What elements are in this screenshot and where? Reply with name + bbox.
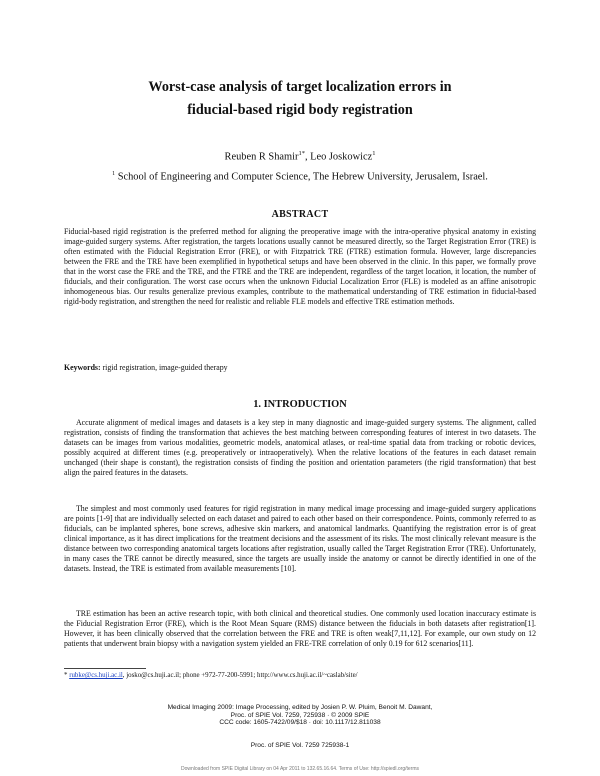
author-name: Reuben R Shamir	[224, 151, 299, 163]
paper-title-line-2: fiducial-based rigid body registration	[187, 102, 413, 118]
keywords-label: Keywords:	[64, 363, 101, 372]
affiliation-text: School of Engineering and Computer Science, The Hebrew University, Jerusalem, Israel.	[117, 171, 488, 183]
author-affiliation-mark: 1	[372, 150, 376, 157]
author-affiliation-mark: 1*	[298, 150, 305, 157]
footnote-mark: *	[64, 672, 68, 679]
keywords-line	[64, 363, 228, 372]
footnote	[64, 672, 536, 679]
abstract-heading: ABSTRACT	[271, 209, 329, 220]
paper-title-line-1: Worst-case analysis of target localization errors in	[148, 79, 452, 95]
intro-paragraph: Accurate alignment of medical images and datasets is a key step in many diagnostic and image-guided surgery systems. The alignment, called registration, consists of finding the transformation that achieves the best matching between corresponding features of interest in two datasets. The datasets can be images from various modalities, geometric models, anatomical atlases, or real-time spatial data from tracking or robotic devices, possibly acquired at different times (e.g. preoperatively or intraoperatively). When the relative locations of the features in each dataset remain unchanged (their shape is constant), the registration consists of finding the position and orientation parameters (the rigid transformation) that best align the paired features in the datasets.	[64, 418, 536, 478]
publication-info-line: Proc. of SPIE Vol. 7259, 725938 · © 2009 SPIE	[230, 711, 370, 719]
download-notice: Downloaded from SPIE Digital Library on 04 Apr 2011 to 132.65.16.64. Terms of Use: http://spiedl.org/terms	[181, 766, 419, 772]
publication-info	[120, 704, 480, 727]
email-link[interactable]: rubke@cs.huji.ac.il	[69, 672, 123, 679]
section-heading-introduction: 1. INTRODUCTION	[253, 399, 347, 410]
keywords-text: rigid registration, image-guided therapy	[100, 363, 228, 372]
affiliation	[40, 171, 560, 182]
publication-info-line: CCC code: 1605-7422/09/$18 · doi: 10.1117/12.811038	[219, 719, 381, 727]
publication-info-line: Medical Imaging 2009: Image Processing, edited by Josien P. W. Pluim, Benoit M. Dawant,	[167, 704, 433, 711]
affiliation-mark: 1	[112, 171, 116, 177]
footnote-contact: , josko@cs.huji.ac.il; phone +972-77-200-5991; http://www.cs.huji.ac.il/~caslab/site/	[122, 672, 358, 679]
author-list	[60, 150, 540, 162]
author-separator: ,	[304, 151, 311, 163]
abstract-text: Fiducial-based rigid registration is the preferred method for aligning the preoperative image with the intra-operative physical anatomy in existing image-guided surgery systems. After registration, the targets locations usually cannot be measured directly, so the Target Registration Error (TRE) is often estimated with the Fiducial Registration Error (FRE), or with Fitzpatrick TRE (FTRE) estimation formula. However, large discrepancies between the FRE and the TRE have been exemplified in hypothetical setups and have been observed in the clinic. In this paper, we formally prove that in the worst case the FRE and the TRE, and the FTRE and the TRE are independent, regardless of the target location, it location, the number of fiducials, and their configuration. The worst case occurs when the unknown Fiducial Localization Error (FLE) is modeled as an affine anisotropic inhomogeneous bias. Our results generalize previous examples, contribute to the mathematical understanding of TRE estimation in fiducial-based rigid-body registration, and strengthen the need for realistic and reliable FLE models and effective TRE estimation methods.	[64, 227, 536, 307]
footnote-separator	[64, 668, 146, 669]
page-identifier: Proc. of SPIE Vol. 7259 725938-1	[250, 742, 350, 749]
intro-paragraph: The simplest and most commonly used features for rigid registration in many medical image processing and image-guided surgery applications are points [1-9] that are individually selected on each dataset and paired to each other based on their correspondence. Points, commonly referred to as fiducials, can be implanted spheres, bone screws, adhesive skin markers, and anatomical landmarks. Quantifying the registration error is of great clinical importance, as it has direct implications for the treatment decisions and the assessment of its risks. The most clinically relevant measure is the distance between two corresponding anatomical targets locations after registration, usually called the Target Registration Error (TRE). Unfortunately, in many cases the TRE cannot be directly measured, since the targets are usually inside the anatomy or cannot be directly identified in one of the datasets. Instead, the TRE is estimated from available measurements [10].	[64, 504, 536, 574]
author-name: Leo Joskowicz	[310, 151, 373, 163]
intro-paragraph: TRE estimation has been an active research topic, with both clinical and theoretical studies. One commonly used location inaccuracy estimate is the Fiducial Registration Error (FRE), which is the Root Mean Square (RMS) distance between the fiducials in both datasets after registration[1]. However, it has been clinically observed that the correlation between the FRE and TRE is often weak[7,11,12]. For example, our own study on 12 patients that underwent brain biopsy with a navigation system yielded an FRE-TRE correlation of only 0.19 for 612 scenarios[11].	[64, 609, 536, 649]
